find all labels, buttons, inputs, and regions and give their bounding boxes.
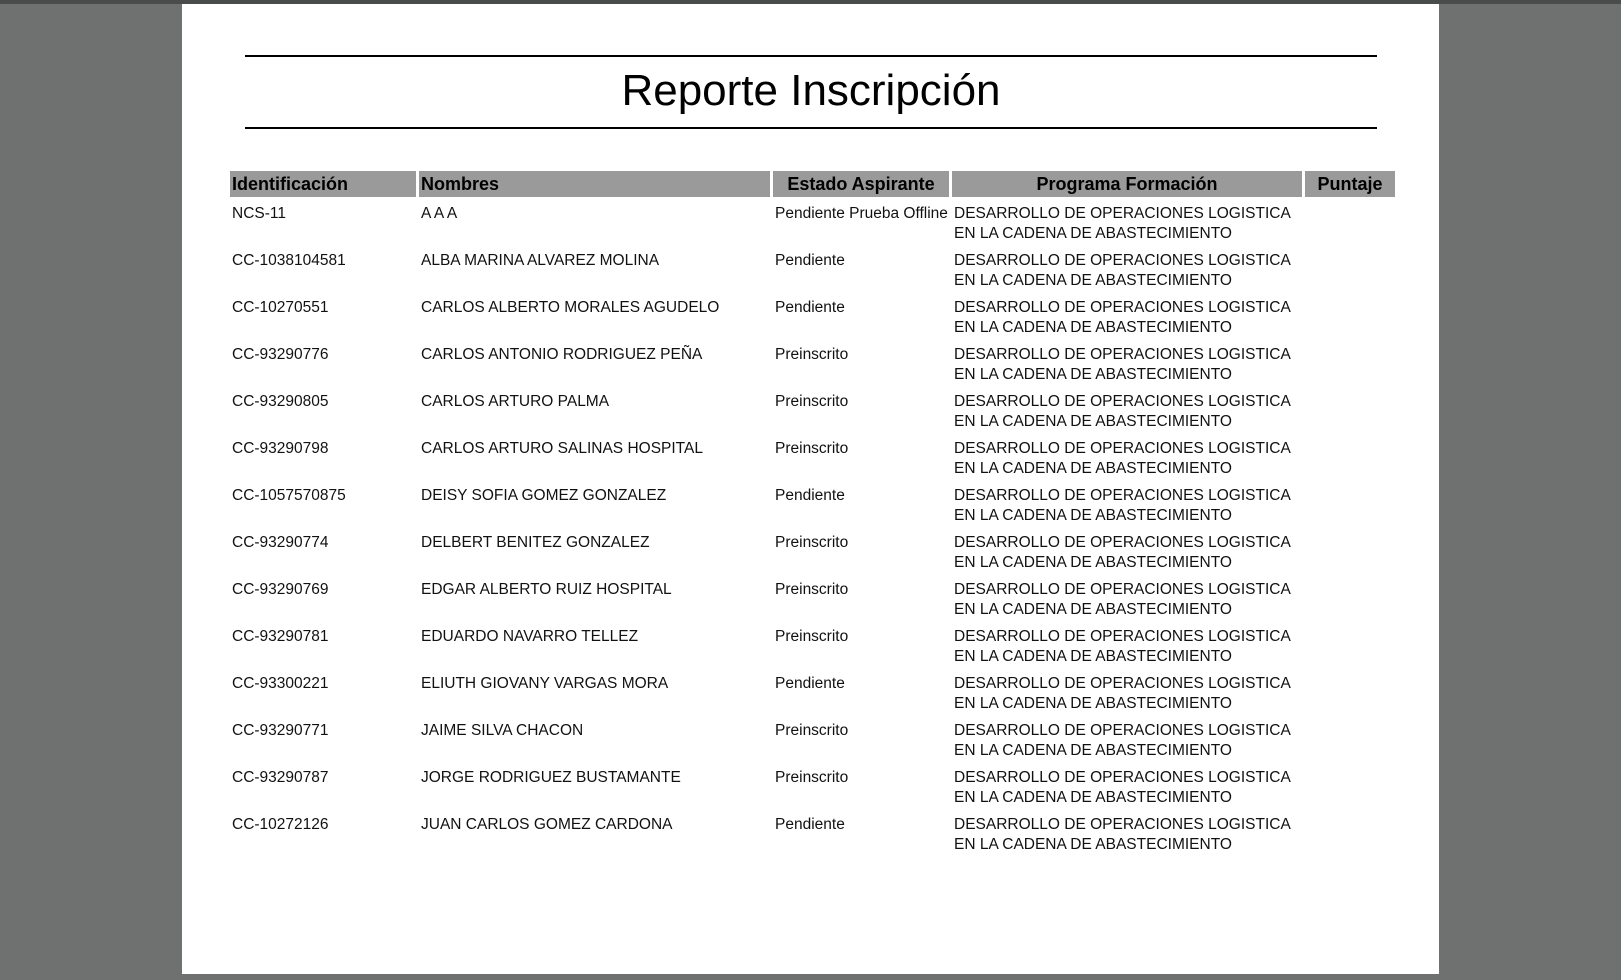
programa-line-1: DESARROLLO DE OPERACIONES LOGISTICA bbox=[954, 252, 1291, 269]
cell-nombre: CARLOS ARTURO PALMA bbox=[421, 393, 610, 410]
cell-estado: Preinscrito bbox=[775, 534, 849, 551]
programa-line-2: EN LA CADENA DE ABASTECIMIENTO bbox=[954, 695, 1232, 712]
cell-nombre: ALBA MARINA ALVAREZ MOLINA bbox=[421, 252, 660, 269]
cell-identificacion: CC-93290774 bbox=[232, 534, 329, 551]
table-row bbox=[230, 620, 1395, 667]
cell-puntaje bbox=[1305, 197, 1395, 244]
cell-estado: Preinscrito bbox=[775, 440, 849, 457]
cell-programa bbox=[952, 761, 1305, 808]
cell-identificacion: CC-93290805 bbox=[232, 393, 329, 410]
cell-identificacion: CC-93290771 bbox=[232, 722, 329, 739]
header-identificacion: Identificación bbox=[230, 171, 419, 197]
programa-line-1: DESARROLLO DE OPERACIONES LOGISTICA bbox=[954, 675, 1291, 692]
cell-estado: Pendiente Prueba Offline bbox=[775, 205, 948, 222]
cell-puntaje bbox=[1305, 667, 1395, 714]
report-page bbox=[182, 4, 1439, 974]
cell-estado: Preinscrito bbox=[775, 628, 849, 645]
programa-line-1: DESARROLLO DE OPERACIONES LOGISTICA bbox=[954, 346, 1291, 363]
programa-line-2: EN LA CADENA DE ABASTECIMIENTO bbox=[954, 789, 1232, 806]
cell-identificacion: CC-10272126 bbox=[232, 816, 329, 833]
report-title: Reporte Inscripción bbox=[621, 66, 1001, 115]
header-programa-formacion: Programa Formación bbox=[952, 171, 1305, 197]
table-row bbox=[230, 291, 1395, 338]
cell-programa bbox=[952, 808, 1305, 855]
programa-line-1: DESARROLLO DE OPERACIONES LOGISTICA bbox=[954, 440, 1291, 457]
cell-programa bbox=[952, 197, 1305, 244]
cell-programa bbox=[952, 620, 1305, 667]
cell-estado: Pendiente bbox=[775, 252, 845, 269]
cell-programa bbox=[952, 714, 1305, 761]
inscription-table bbox=[230, 171, 1395, 855]
programa-line-1: DESARROLLO DE OPERACIONES LOGISTICA bbox=[954, 769, 1291, 786]
table-row bbox=[230, 714, 1395, 761]
programa-line-2: EN LA CADENA DE ABASTECIMIENTO bbox=[954, 413, 1232, 430]
cell-puntaje bbox=[1305, 808, 1395, 855]
cell-nombre: JORGE RODRIGUEZ BUSTAMANTE bbox=[421, 769, 681, 786]
cell-puntaje bbox=[1305, 432, 1395, 479]
cell-nombre: A A A bbox=[421, 205, 458, 222]
cell-nombre: ELIUTH GIOVANY VARGAS MORA bbox=[421, 675, 669, 692]
programa-line-2: EN LA CADENA DE ABASTECIMIENTO bbox=[954, 836, 1232, 853]
cell-programa bbox=[952, 667, 1305, 714]
programa-line-1: DESARROLLO DE OPERACIONES LOGISTICA bbox=[954, 628, 1291, 645]
programa-line-1: DESARROLLO DE OPERACIONES LOGISTICA bbox=[954, 299, 1291, 316]
programa-line-2: EN LA CADENA DE ABASTECIMIENTO bbox=[954, 272, 1232, 289]
cell-programa bbox=[952, 432, 1305, 479]
table-row bbox=[230, 573, 1395, 620]
cell-identificacion: CC-93290798 bbox=[232, 440, 329, 457]
table-row bbox=[230, 385, 1395, 432]
cell-puntaje bbox=[1305, 291, 1395, 338]
cell-estado: Preinscrito bbox=[775, 722, 849, 739]
cell-identificacion: CC-10270551 bbox=[232, 299, 329, 316]
cell-estado: Pendiente bbox=[775, 299, 845, 316]
cell-programa bbox=[952, 479, 1305, 526]
table-row bbox=[230, 808, 1395, 855]
cell-programa bbox=[952, 573, 1305, 620]
cell-nombre: CARLOS ALBERTO MORALES AGUDELO bbox=[421, 299, 720, 316]
cell-nombre: DELBERT BENITEZ GONZALEZ bbox=[421, 534, 650, 551]
table-row bbox=[230, 761, 1395, 808]
cell-programa bbox=[952, 385, 1305, 432]
table-row bbox=[230, 479, 1395, 526]
table-row bbox=[230, 667, 1395, 714]
cell-puntaje bbox=[1305, 714, 1395, 761]
programa-line-2: EN LA CADENA DE ABASTECIMIENTO bbox=[954, 460, 1232, 477]
cell-nombre: DEISY SOFIA GOMEZ GONZALEZ bbox=[421, 487, 667, 504]
programa-line-1: DESARROLLO DE OPERACIONES LOGISTICA bbox=[954, 487, 1291, 504]
cell-nombre: CARLOS ARTURO SALINAS HOSPITAL bbox=[421, 440, 703, 457]
cell-estado: Pendiente bbox=[775, 675, 845, 692]
cell-puntaje bbox=[1305, 479, 1395, 526]
programa-line-1: DESARROLLO DE OPERACIONES LOGISTICA bbox=[954, 393, 1291, 410]
table-header-row bbox=[230, 171, 1395, 197]
cell-estado: Pendiente bbox=[775, 487, 845, 504]
table-row bbox=[230, 432, 1395, 479]
cell-nombre: EDUARDO NAVARRO TELLEZ bbox=[421, 628, 639, 645]
cell-estado: Preinscrito bbox=[775, 346, 849, 363]
header-estado-aspirante: Estado Aspirante bbox=[773, 171, 952, 197]
header-nombres: Nombres bbox=[419, 171, 773, 197]
cell-programa bbox=[952, 526, 1305, 573]
cell-puntaje bbox=[1305, 526, 1395, 573]
programa-line-1: DESARROLLO DE OPERACIONES LOGISTICA bbox=[954, 722, 1291, 739]
cell-puntaje bbox=[1305, 761, 1395, 808]
programa-line-2: EN LA CADENA DE ABASTECIMIENTO bbox=[954, 225, 1232, 242]
header-puntaje: Puntaje bbox=[1305, 171, 1395, 197]
cell-puntaje bbox=[1305, 244, 1395, 291]
programa-line-2: EN LA CADENA DE ABASTECIMIENTO bbox=[954, 648, 1232, 665]
cell-nombre: EDGAR ALBERTO RUIZ HOSPITAL bbox=[421, 581, 672, 598]
cell-estado: Preinscrito bbox=[775, 769, 849, 786]
cell-estado: Preinscrito bbox=[775, 581, 849, 598]
programa-line-2: EN LA CADENA DE ABASTECIMIENTO bbox=[954, 366, 1232, 383]
programa-line-2: EN LA CADENA DE ABASTECIMIENTO bbox=[954, 319, 1232, 336]
programa-line-1: DESARROLLO DE OPERACIONES LOGISTICA bbox=[954, 581, 1291, 598]
table-row bbox=[230, 338, 1395, 385]
cell-puntaje bbox=[1305, 385, 1395, 432]
cell-programa bbox=[952, 244, 1305, 291]
programa-line-2: EN LA CADENA DE ABASTECIMIENTO bbox=[954, 742, 1232, 759]
cell-identificacion: CC-93290781 bbox=[232, 628, 329, 645]
cell-estado: Pendiente bbox=[775, 816, 845, 833]
cell-puntaje bbox=[1305, 620, 1395, 667]
cell-puntaje bbox=[1305, 573, 1395, 620]
cell-puntaje bbox=[1305, 338, 1395, 385]
programa-line-1: DESARROLLO DE OPERACIONES LOGISTICA bbox=[954, 534, 1291, 551]
cell-estado: Preinscrito bbox=[775, 393, 849, 410]
cell-nombre: CARLOS ANTONIO RODRIGUEZ PEÑA bbox=[421, 346, 703, 363]
cell-identificacion: CC-93290776 bbox=[232, 346, 329, 363]
programa-line-1: DESARROLLO DE OPERACIONES LOGISTICA bbox=[954, 205, 1291, 222]
cell-nombre: JAIME SILVA CHACON bbox=[421, 722, 584, 739]
cell-programa bbox=[952, 338, 1305, 385]
cell-identificacion: CC-93290769 bbox=[232, 581, 329, 598]
title-rule-top bbox=[245, 55, 1377, 57]
table-row bbox=[230, 244, 1395, 291]
programa-line-2: EN LA CADENA DE ABASTECIMIENTO bbox=[954, 507, 1232, 524]
cell-identificacion: CC-1038104581 bbox=[232, 252, 346, 269]
title-rule-bottom bbox=[245, 127, 1377, 129]
cell-identificacion: CC-93300221 bbox=[232, 675, 329, 692]
cell-identificacion: CC-1057570875 bbox=[232, 487, 346, 504]
programa-line-2: EN LA CADENA DE ABASTECIMIENTO bbox=[954, 601, 1232, 618]
programa-line-2: EN LA CADENA DE ABASTECIMIENTO bbox=[954, 554, 1232, 571]
cell-identificacion: CC-93290787 bbox=[232, 769, 329, 786]
cell-identificacion: NCS-11 bbox=[232, 205, 286, 222]
cell-nombre: JUAN CARLOS GOMEZ CARDONA bbox=[421, 816, 673, 833]
table-row bbox=[230, 526, 1395, 573]
table-row bbox=[230, 197, 1395, 244]
programa-line-1: DESARROLLO DE OPERACIONES LOGISTICA bbox=[954, 816, 1291, 833]
cell-programa bbox=[952, 291, 1305, 338]
